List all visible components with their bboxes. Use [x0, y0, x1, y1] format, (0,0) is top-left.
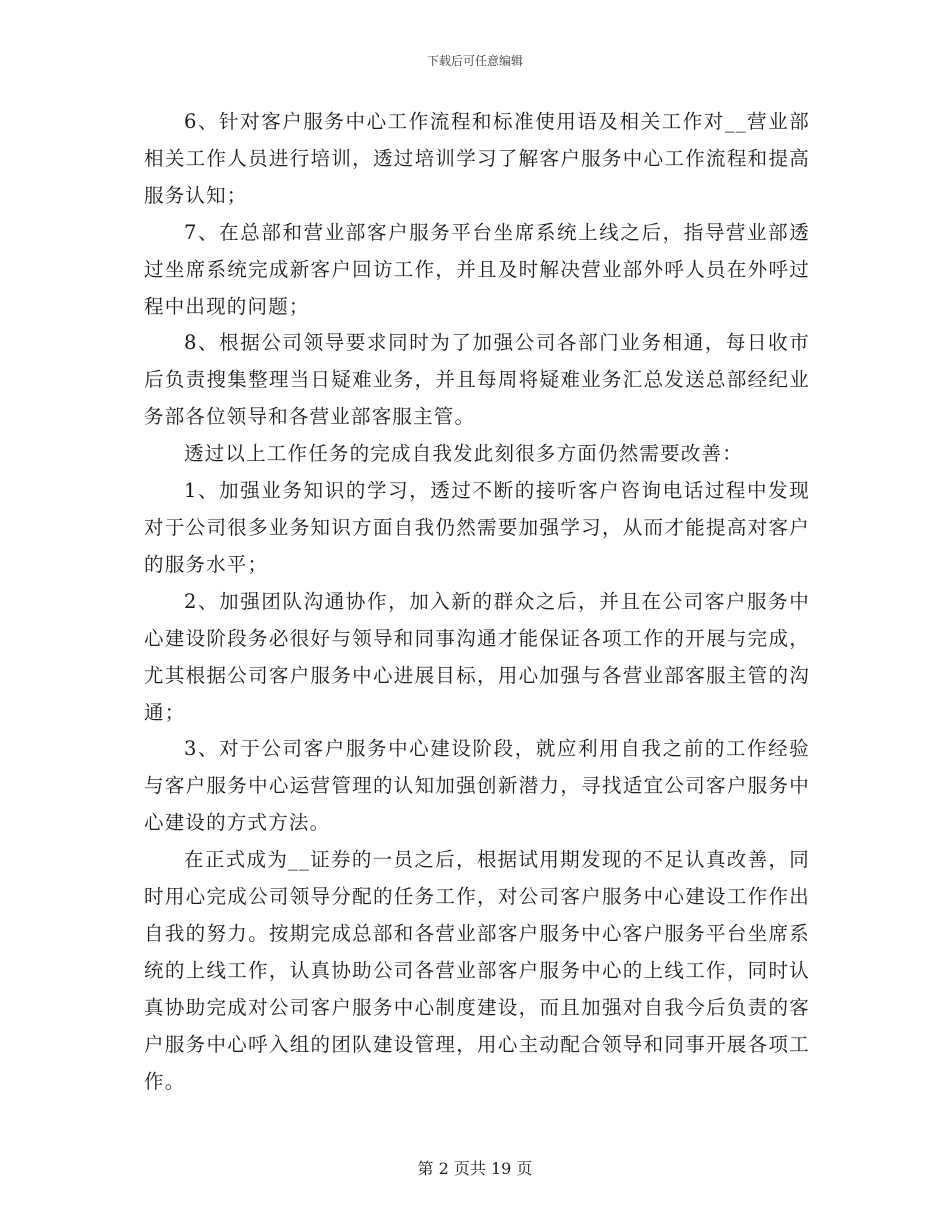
paragraph-item-8: 8、根据公司领导要求同时为了加强公司各部门业务相通，每日收市后负责搜集整理当日疑难业务，并且每周将疑难业务汇总发送总部经纪业务部各位领导和各营业部客服主管。	[144, 331, 810, 429]
paragraph-improvement-1: 1、加强业务知识的学习，透过不断的接听客户咨询电话过程中发现对于公司很多业务知识方面自我仍然需要加强学习，从而才能提高对客户的服务水平；	[144, 479, 810, 576]
paragraph-improvement-2: 2、加强团队沟通协作，加入新的群众之后，并且在公司客户服务中心建设阶段务必很好与领导和同事沟通才能保证各项工作的开展与完成，尤其根据公司客户服务中心进展目标，用心加强与各营业部客服主管的沟通；	[144, 589, 810, 724]
paragraph-conclusion: 在正式成为__证券的一员之后，根据试用期发现的不足认真改善，同时用心完成公司领导分配的任务工作，对公司客户服务中心建设工作作出自我的努力。按期完成总部和各营业部客户服务中心客户服务平台坐席系统的上线工作，认真协助公司各营业部客户服务中心的上线工作，同时认真协助完成对公司客户服务中心制度建设，而且加强对自我今后负责的客户服务中心呼入组的团队建设管理，用心主动配合领导和同事开展各项工作。	[144, 848, 810, 1093]
paragraph-item-6: 6、针对客户服务中心工作流程和标准使用语及相关工作对__营业部相关工作人员进行培训，透过培训学习了解客户服务中心工作流程和提高服务认知；	[144, 110, 810, 207]
paragraph-improvement-intro: 透过以上工作任务的完成自我发此刻很多方面仍然需要改善：	[184, 442, 743, 466]
paragraph-item-7: 7、在总部和营业部客户服务平台坐席系统上线之后，指导营业部透过坐席系统完成新客户回访工作，并且及时解决营业部外呼人员在外呼过程中出现的问题；	[144, 220, 810, 318]
paragraph-improvement-3: 3、对于公司客户服务中心建设阶段，就应利用自我之前的工作经验与客户服务中心运营管理的认知加强创新潜力，寻找适宜公司客户服务中心建设的方式方法。	[144, 737, 810, 835]
document-body	[144, 104, 810, 1100]
page-header: 下载后可任意编辑	[426, 54, 523, 68]
page-footer: 第 2 页共 19 页	[417, 1159, 533, 1178]
